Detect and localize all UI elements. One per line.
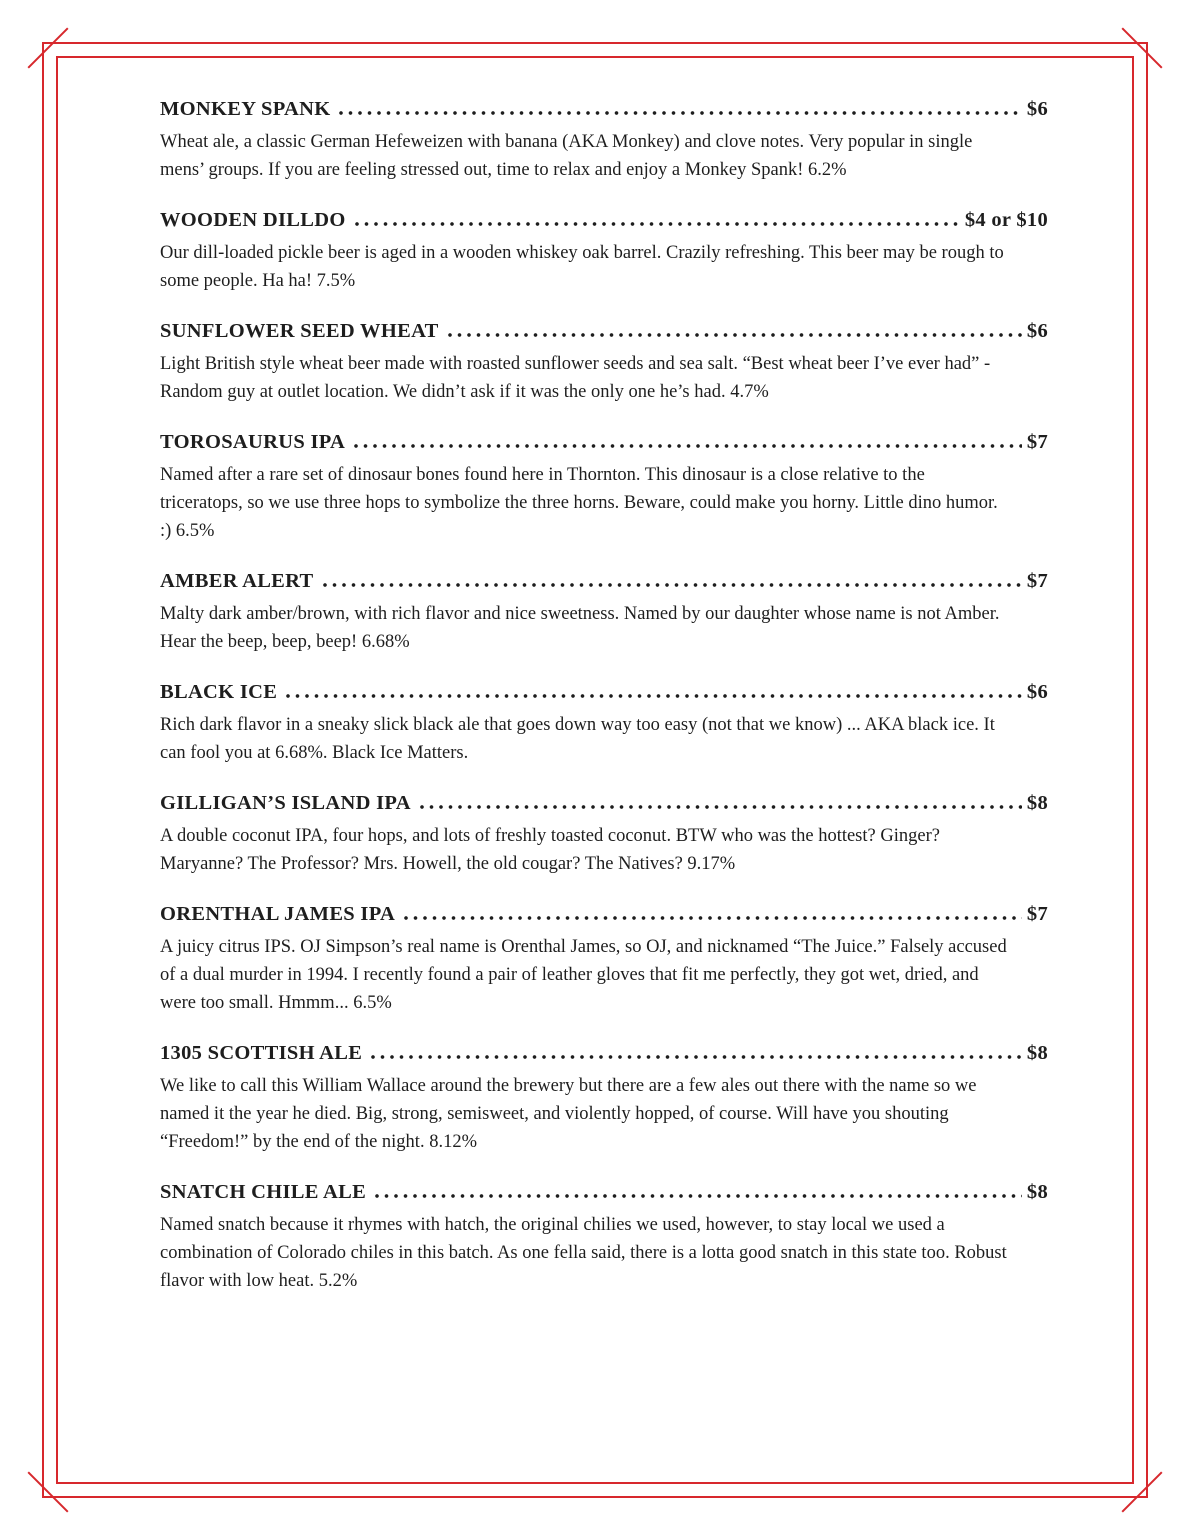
item-price: $4 or $10	[964, 209, 1048, 231]
dotted-leader	[371, 1055, 1022, 1059]
menu-item	[160, 792, 1048, 878]
menu-item	[160, 320, 1048, 406]
item-header	[160, 1181, 1048, 1204]
item-header	[160, 1042, 1048, 1065]
menu-item	[160, 1181, 1048, 1295]
item-description: Wheat ale, a classic German Hefeweizen with banana (AKA Monkey) and clove notes. Very popular in single mens’ groups. If you are feeling stressed out, time to relax and enjoy a Monkey Spank! 6.2%	[160, 132, 973, 180]
menu-item	[160, 209, 1048, 295]
dotted-leader	[339, 111, 1021, 115]
item-header	[160, 209, 1048, 232]
menu-item	[160, 903, 1048, 1017]
dotted-leader	[448, 333, 1022, 337]
item-name: AMBER ALERT	[160, 570, 314, 592]
menu-item	[160, 98, 1048, 184]
item-price: $7	[1026, 570, 1048, 592]
dotted-leader	[404, 916, 1022, 920]
border-corner-ornament-top-right	[1121, 27, 1162, 68]
item-price: $8	[1026, 792, 1048, 814]
item-price: $8	[1026, 1181, 1048, 1203]
item-description: A double coconut IPA, four hops, and lots of freshly toasted coconut. BTW who was the hottest? Ginger? Maryanne? The Professor? Mrs. Howell, the old cougar? The Natives? 9.17%	[160, 826, 940, 874]
item-name: SNATCH CHILE ALE	[160, 1181, 367, 1203]
item-header	[160, 570, 1048, 593]
border-corner-ornament-bottom-right	[1121, 1471, 1162, 1512]
item-name: ORENTHAL JAMES IPA	[160, 903, 396, 925]
menu-content	[160, 98, 1048, 1320]
item-header	[160, 903, 1048, 926]
item-price: $6	[1026, 681, 1048, 703]
item-name: MONKEY SPANK	[160, 98, 331, 120]
item-description: Rich dark flavor in a sneaky slick black ale that goes down way too easy (not that we know) ... AKA black ice. It can fool you at 6.68%. Black Ice Matters.	[160, 715, 995, 763]
item-header	[160, 320, 1048, 343]
item-price: $8	[1026, 1042, 1048, 1064]
border-corner-ornament-bottom-left	[27, 1471, 68, 1512]
item-description: A juicy citrus IPS. OJ Simpson’s real name is Orenthal James, so OJ, and nicknamed “The Juice.” Falsely accused of a dual murder in 1994. I recently found a pair of leather gloves that fit me perfectly, they got wet, dried, and were too small. Hmmm... 6.5%	[160, 937, 1007, 1013]
item-price: $7	[1026, 903, 1048, 925]
item-price: $6	[1026, 98, 1048, 120]
item-price: $7	[1026, 431, 1048, 453]
item-name: TOROSAURUS IPA	[160, 431, 346, 453]
menu-item	[160, 570, 1048, 656]
item-name: GILLIGAN’S ISLAND IPA	[160, 792, 411, 814]
dotted-leader	[375, 1194, 1022, 1198]
item-header	[160, 792, 1048, 815]
item-name: WOODEN DILLDO	[160, 209, 346, 231]
menu-item	[160, 1042, 1048, 1156]
dotted-leader	[355, 222, 960, 226]
item-header	[160, 98, 1048, 121]
item-description: Light British style wheat beer made with roasted sunflower seeds and sea salt. “Best wheat beer I’ve ever had” -Random guy at outlet location. We didn’t ask if it was the only one he’s had. 4.7%	[160, 354, 991, 402]
dotted-leader	[420, 805, 1022, 809]
border-corner-ornament-top-left	[27, 27, 68, 68]
item-description: Named after a rare set of dinosaur bones found here in Thornton. This dinosaur is a close relative to the triceratops, so we use three hops to symbolize the three horns. Beware, could make you horny. Little dino humor. :) 6.5%	[160, 465, 998, 541]
item-price: $6	[1026, 320, 1048, 342]
item-header	[160, 431, 1048, 454]
item-description: Malty dark amber/brown, with rich flavor and nice sweetness. Named by our daughter whose name is not Amber. Hear the beep, beep, beep! 6.68%	[160, 604, 1000, 652]
item-name: 1305 SCOTTISH ALE	[160, 1042, 363, 1064]
item-name: BLACK ICE	[160, 681, 278, 703]
dotted-leader	[286, 694, 1022, 698]
item-description: Named snatch because it rhymes with hatch, the original chilies we used, however, to stay local we used a combination of Colorado chiles in this batch. As one fella said, there is a lotta good snatch in this state too. Robust flavor with low heat. 5.2%	[160, 1215, 1007, 1291]
item-name: SUNFLOWER SEED WHEAT	[160, 320, 439, 342]
item-description: We like to call this William Wallace around the brewery but there are a few ales out there with the name so we named it the year he died. Big, strong, semisweet, and violently hopped, of course. Will have you shouting “Freedom!” by the end of the night. 8.12%	[160, 1076, 977, 1152]
item-header	[160, 681, 1048, 704]
menu-item	[160, 431, 1048, 545]
menu-item	[160, 681, 1048, 767]
dotted-leader	[323, 583, 1022, 587]
dotted-leader	[354, 444, 1022, 448]
item-description: Our dill-loaded pickle beer is aged in a wooden whiskey oak barrel. Crazily refreshing. This beer may be rough to some people. Ha ha! 7.5%	[160, 243, 1004, 291]
